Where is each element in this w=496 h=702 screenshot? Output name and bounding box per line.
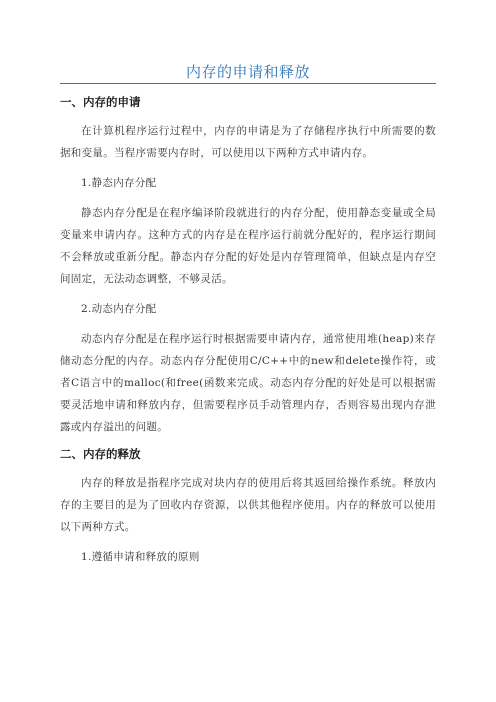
section-memory-release <box>60 446 436 568</box>
subsection-heading: 1.遵循申请和释放的原则 <box>81 551 200 563</box>
paragraph: 动态内存分配是在程序运行时根据需要申请内存，通常使用堆(heap)来存储动态分配的内存。动态内存分配使用C/C++中的new和delete操作符，或者C语言中的malloc(和free(函数来完成。动态内存分配的好处是可以根据需要灵活地申请和释放内存，但需要程序员手动管理内存，否则容易出现内存泄露或内存溢出的问题。 <box>60 333 436 433</box>
paragraph: 内存的释放是指程序完成对块内存的使用后将其返回给操作系统。释放内存的主要目的是为了回收内存资源，以供其他程序使用。内存的释放可以使用以下两种方式。 <box>60 477 436 533</box>
section-heading: 一、内存的申请 <box>60 95 141 109</box>
section-memory-allocation <box>60 94 436 438</box>
title-underline <box>60 83 436 84</box>
document-body <box>60 94 436 576</box>
document-title: 内存的申请和释放 <box>185 63 310 81</box>
subsection-heading: 1.静态内存分配 <box>81 177 157 189</box>
paragraph: 在计算机程序运行过程中，内存的申请是为了存储程序执行中所需要的数据和变量。当程序需要内存时，可以使用以下两种方式申请内存。 <box>60 125 436 159</box>
section-heading: 二、内存的释放 <box>60 447 141 461</box>
subsection-heading: 2.动态内存分配 <box>81 303 157 315</box>
paragraph: 静态内存分配是在程序编译阶段就进行的内存分配，使用静态变量或全局变量来申请内存。这种方式的内存是在程序运行前就分配好的，程序运行期间不会释放或重新分配。静态内存分配的好处是内存管理简单，但缺点是内存空间固定，无法动态调整，不够灵活。 <box>60 207 436 285</box>
